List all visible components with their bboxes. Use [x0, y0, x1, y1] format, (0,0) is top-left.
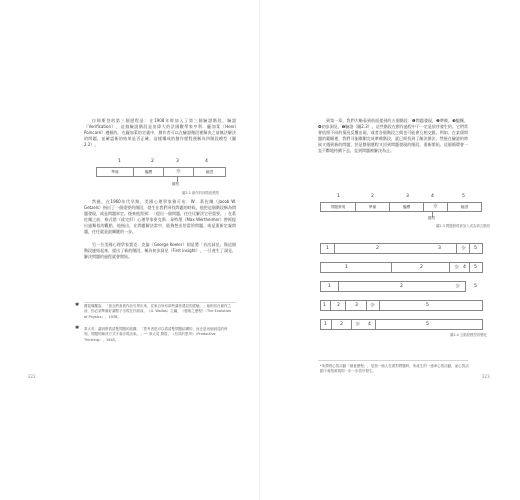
- row-divider: [366, 300, 367, 311]
- figure-caption: [436, 223, 490, 228]
- variation-row: [320, 281, 466, 292]
- stage-cell: 問題發現: [330, 204, 346, 209]
- note-rule: [84, 302, 236, 303]
- sun-icon: ☼: [461, 245, 467, 252]
- stage-number: 2: [371, 194, 374, 199]
- stage-bar: [96, 167, 226, 177]
- stage-number: 1: [326, 246, 329, 251]
- sun-icon: ☼: [175, 168, 182, 175]
- stage-number: 2: [340, 322, 343, 327]
- footnote-text: 韋太英：讓洞察看清楚問題的結構，「思考者是可以看清楚問題結構的，而正是這個洞見的時刻，問題的解決方式才會浮現出來。」── 韋太英 撰寫，《有效的思考》（Productive Thinking），1945。: [84, 327, 228, 342]
- stage-number: 2: [420, 265, 423, 270]
- sun-icon: ☼: [370, 302, 376, 309]
- stage-number: 3: [406, 194, 409, 199]
- sun-icon: ☼: [455, 283, 461, 290]
- stage-number: 4: [431, 194, 434, 199]
- stage-cell: 醞釀: [389, 203, 423, 211]
- footnote: [320, 364, 470, 375]
- stage-number: 4: [205, 159, 208, 164]
- row-divider: [469, 243, 470, 254]
- row-divider: [379, 300, 380, 311]
- stage-number: 2: [376, 246, 379, 251]
- footnote-text: 費茲傑羅說，「意念將會被作品引導出來，並來自所有那些讓你遇見的經驗。」他相信在創作之前，你必須準備好讓點子出現在你面前。（G. Wallas）主編，《藝術之歷程》（The Evolution of Physics），1938。: [84, 304, 231, 319]
- stage-number: 5: [474, 284, 477, 289]
- row-divider: [330, 300, 331, 311]
- left-body-text-2: [84, 199, 236, 266]
- row-divider: [449, 262, 450, 273]
- page-number: 223: [482, 374, 490, 379]
- figure-caption: [182, 190, 219, 195]
- insight-label: 觀察: [172, 182, 180, 186]
- paragraph: 另一位美國心理學家賈克．克倫（George Keeler）則是將「首次洞見」與這個階段連結起來，提出了新的階段，稱為初步洞見（First Insight），一旦產生了洞見，解決問題的過程就會開始。: [84, 241, 236, 259]
- page-number: 222: [28, 374, 36, 379]
- sun-icon: ☼: [355, 321, 361, 328]
- caption-text: 圖2.3 問題發現被加入成為第五階段: [436, 224, 490, 228]
- stage-number: 3: [355, 303, 358, 308]
- stage-number: 1: [337, 194, 340, 199]
- caption-text: 圖2.4 五階段模型的變化: [450, 333, 487, 337]
- row-divider: [351, 319, 352, 330]
- sun-icon: ☼: [432, 203, 439, 210]
- stage-cell: 準備: [111, 169, 119, 174]
- insight-label: 觀察: [428, 216, 436, 220]
- footnote: [75, 302, 234, 320]
- stage-bar: [320, 202, 482, 212]
- variation-row: [320, 243, 483, 254]
- stage-cell: [163, 168, 193, 176]
- stage-cell: [423, 203, 447, 211]
- caption-text: 圖2.2 創作的四階段模型: [182, 191, 219, 195]
- note-rule: [318, 360, 468, 361]
- figure-caption: [450, 332, 487, 337]
- row-divider: [375, 319, 376, 330]
- stage-cell: 驗證: [447, 203, 481, 211]
- paragraph: 到第一章，我們大略看到前面提到的五個階段：❶問題發現，❷準備，❸醞釀，❹初步洞見，❺驗證（圖2.3）。這些階段在創作過程中不一定是依序發生的。它們常會依照不同的情況反覆出現，或者各個階段之間也可能會互相交錯。例如，在某個問題的範疇裡，我們可能剛剛完成準備階段，就已經找到了解決辦法，然後在驗證的時候又遇到新的問題，於是整個歷程又回到問題發現的階段，重新開始。這個循環會一直不斷地持續下去，直到問題被解決為止。: [318, 118, 468, 154]
- row-divider: [345, 300, 346, 311]
- row-divider: [331, 319, 332, 330]
- footnote: [75, 325, 234, 343]
- stage-number: 4: [463, 265, 466, 270]
- stage-number: 5: [462, 194, 465, 199]
- stage-number: 1: [118, 159, 121, 164]
- stage-number: 3: [438, 246, 441, 251]
- star-icon: ✱: [75, 302, 80, 308]
- stage-number: 1: [345, 265, 348, 270]
- row-divider: [469, 262, 470, 273]
- row-divider: [338, 281, 339, 292]
- right-body-text: [318, 118, 468, 161]
- stage-number: 2: [151, 159, 154, 164]
- paragraph: 拉姆斯登的第三個歷程是：在1908年時加入了第三個驗證階段，驗證（Verification），這個驗證階段是由偉大的法國數學家亨利．龐加萊（Henri Poincaré）遵循的。在龐加萊的定義中，創作者可以在驗證階段裡解決之前無法解決的問題，並確認新的結果是否正確，這樣構成的創作歷程便稱為四階段模型（圖2.2）。: [84, 118, 236, 148]
- variation-row: [320, 319, 483, 330]
- row-divider: [391, 262, 392, 273]
- stage-cell: 準備: [355, 203, 389, 211]
- row-divider: [456, 243, 457, 254]
- stage-number: 1: [324, 322, 327, 327]
- stage-number: 2: [400, 284, 403, 289]
- stage-number: 5: [426, 322, 429, 327]
- sun-icon: ☼: [454, 264, 460, 271]
- stage-number: 5: [474, 246, 477, 251]
- paragraph: 然後，在1960年代早期，美國心理學家雅可布．W．葛佐爾（Jacob W. Getzels）指出了一個重要的階段，發生在我們尋找問題的時候。他把這個階段稱為問題發現，或是問題界定。後來他寫到：「提出一個問題，往往比解決它更重要。」在葛佐爾之前，格式塔（或完形）心理學家麥克斯．韋特墨（Max Wertheimer）曾經提出過類似的觀點，他指出，在問題解決當中，能夠想出恰當的問題，或是重新定義問題，往往就是最關鍵的一步。: [84, 199, 236, 235]
- stage-cell: 驗證: [193, 168, 225, 176]
- stage-number: 4: [368, 322, 371, 327]
- star-icon: ✱: [75, 325, 80, 331]
- right-page: [260, 0, 520, 500]
- stage-number: 5: [474, 265, 477, 270]
- stage-number: 5: [426, 303, 429, 308]
- row-divider: [334, 243, 335, 254]
- left-body-text: [84, 118, 236, 154]
- stage-number: 1: [328, 284, 331, 289]
- stage-number: 3: [176, 159, 179, 164]
- stage-cell: 醞釀: [133, 168, 163, 176]
- footnote-text: *所謂的心智活動「創意歷程」，是指一個人在面對問題時，所產生的一連串心智活動，而心智活動不會按照規則一步一步依序發生。: [320, 364, 469, 374]
- stage-number: 1: [323, 303, 326, 308]
- stage-number: 2: [337, 303, 340, 308]
